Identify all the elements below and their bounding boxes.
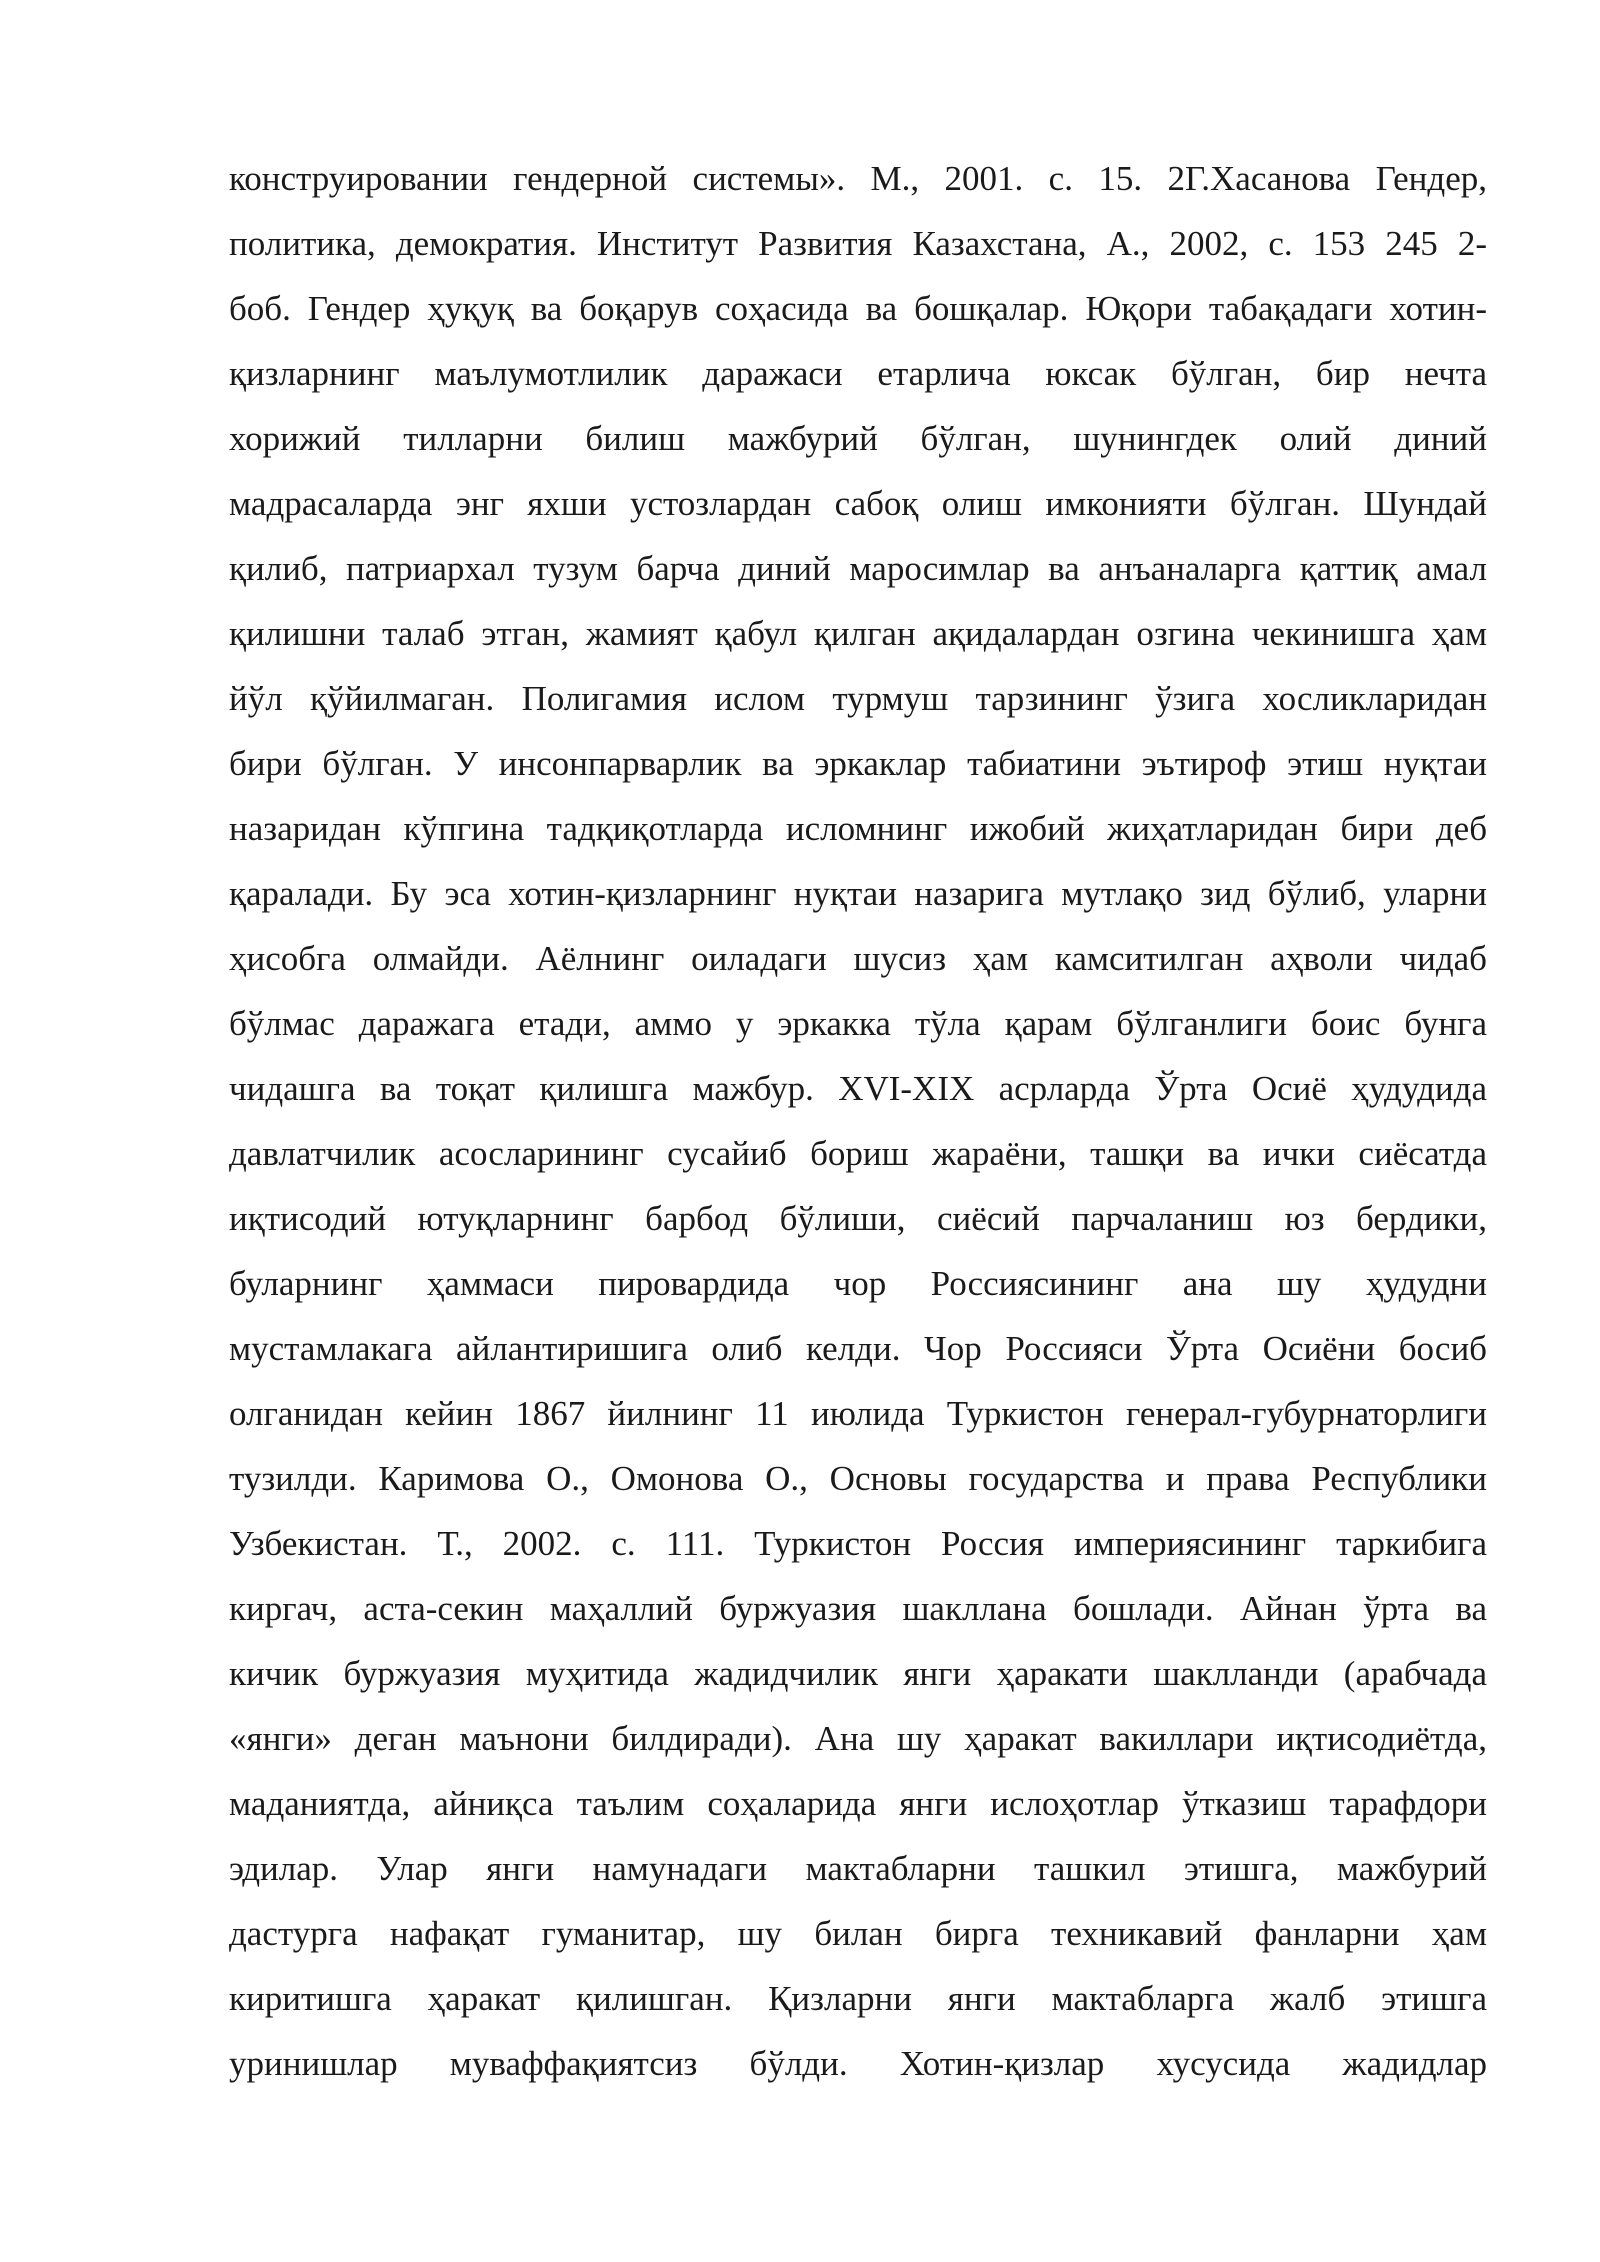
- text-line: бири бўлган. У инсонпарварлик ва эркаклар табиатини эътироф этиш нуқтаи: [229, 744, 1487, 783]
- text-line: боб. Гендер ҳуқуқ ва боқарув соҳасида ва бошқалар. Юқори табақадаги хотин-: [229, 289, 1487, 328]
- text-line: конструировании гендерной системы». М., 2001. с. 15. 2Г.Хасанова Гендер,: [229, 159, 1487, 198]
- body-text: [229, 146, 1487, 2096]
- text-line: қизларнинг маълумотлилик даражаси етарлича юксак бўлган, бир нечта: [229, 354, 1487, 393]
- text-line: йўл қўйилмаган. Полигамия ислом турмуш тарзининг ўзига хосликларидан: [229, 679, 1487, 718]
- text-line: бўлмас даражага етади, аммо у эркакка тўла қарам бўлганлиги боис бунга: [229, 1004, 1487, 1043]
- text-line: иқтисодий ютуқларнинг барбод бўлиши, сиёсий парчаланиш юз бердики,: [229, 1199, 1487, 1238]
- text-line: назаридан кўпгина тадқиқотларда исломнинг ижобий жиҳатларидан бири деб: [229, 809, 1487, 848]
- text-line: киргач, аста-секин маҳаллий буржуазия шакллана бошлади. Айнан ўрта ва: [229, 1589, 1487, 1628]
- text-line: тузилди. Каримова О., Омонова О., Основы государства и права Республики: [229, 1459, 1487, 1498]
- text-line: давлатчилик асосларининг сусайиб бориш жараёни, ташқи ва ички сиёсатда: [229, 1134, 1487, 1173]
- text-line: политика, демократия. Институт Развития Казахстана, А., 2002, с. 153 245 2-: [229, 224, 1487, 263]
- text-line: Узбекистан. Т., 2002. с. 111. Туркистон Россия империясининг таркибига: [229, 1524, 1487, 1563]
- text-line: эдилар. Улар янги намунадаги мактабларни ташкил этишга, мажбурий: [229, 1849, 1487, 1888]
- text-line: қилиб, патриархал тузум барча диний маросимлар ва анъаналарга қаттиқ амал: [229, 549, 1487, 588]
- text-line: мадрасаларда энг яхши устозлардан сабоқ олиш имконияти бўлган. Шундай: [229, 484, 1487, 523]
- text-line: уринишлар муваффақиятсиз бўлди. Хотин-қизлар хусусида жадидлар: [229, 2044, 1487, 2083]
- text-line: чидашга ва тоқат қилишга мажбур. XVI-XIX асрларда Ўрта Осиё ҳудудида: [229, 1069, 1487, 1108]
- text-line: ҳисобга олмайди. Аёлнинг оиладаги шусиз ҳам камситилган аҳволи чидаб: [229, 939, 1487, 978]
- text-line: маданиятда, айниқса таълим соҳаларида янги ислоҳотлар ўтказиш тарафдори: [229, 1784, 1487, 1823]
- text-line: киритишга ҳаракат қилишган. Қизларни янги мактабларга жалб этишга: [229, 1979, 1487, 2018]
- text-line: мустамлакага айлантиришига олиб келди. Чор Россияси Ўрта Осиёни босиб: [229, 1329, 1487, 1368]
- text-line: қаралади. Бу эса хотин-қизларнинг нуқтаи назарига мутлақо зид бўлиб, уларни: [229, 874, 1487, 913]
- text-line: дастурга нафақат гуманитар, шу билан бирга техникавий фанларни ҳам: [229, 1914, 1487, 1953]
- text-line: буларнинг ҳаммаси пировардида чор Россиясининг ана шу ҳудудни: [229, 1264, 1487, 1303]
- text-line: олганидан кейин 1867 йилнинг 11 июлида Туркистон генерал-губурнаторлиги: [229, 1394, 1487, 1433]
- text-line: «янги» деган маънони билдиради). Ана шу ҳаракат вакиллари иқтисодиётда,: [229, 1719, 1487, 1758]
- text-line: хорижий тилларни билиш мажбурий бўлган, шунингдек олий диний: [229, 419, 1487, 458]
- text-line: кичик буржуазия муҳитида жадидчилик янги ҳаракати шаклланди (арабчада: [229, 1654, 1487, 1693]
- text-line: қилишни талаб этган, жамият қабул қилган ақидалардан озгина чекинишга ҳам: [229, 614, 1487, 653]
